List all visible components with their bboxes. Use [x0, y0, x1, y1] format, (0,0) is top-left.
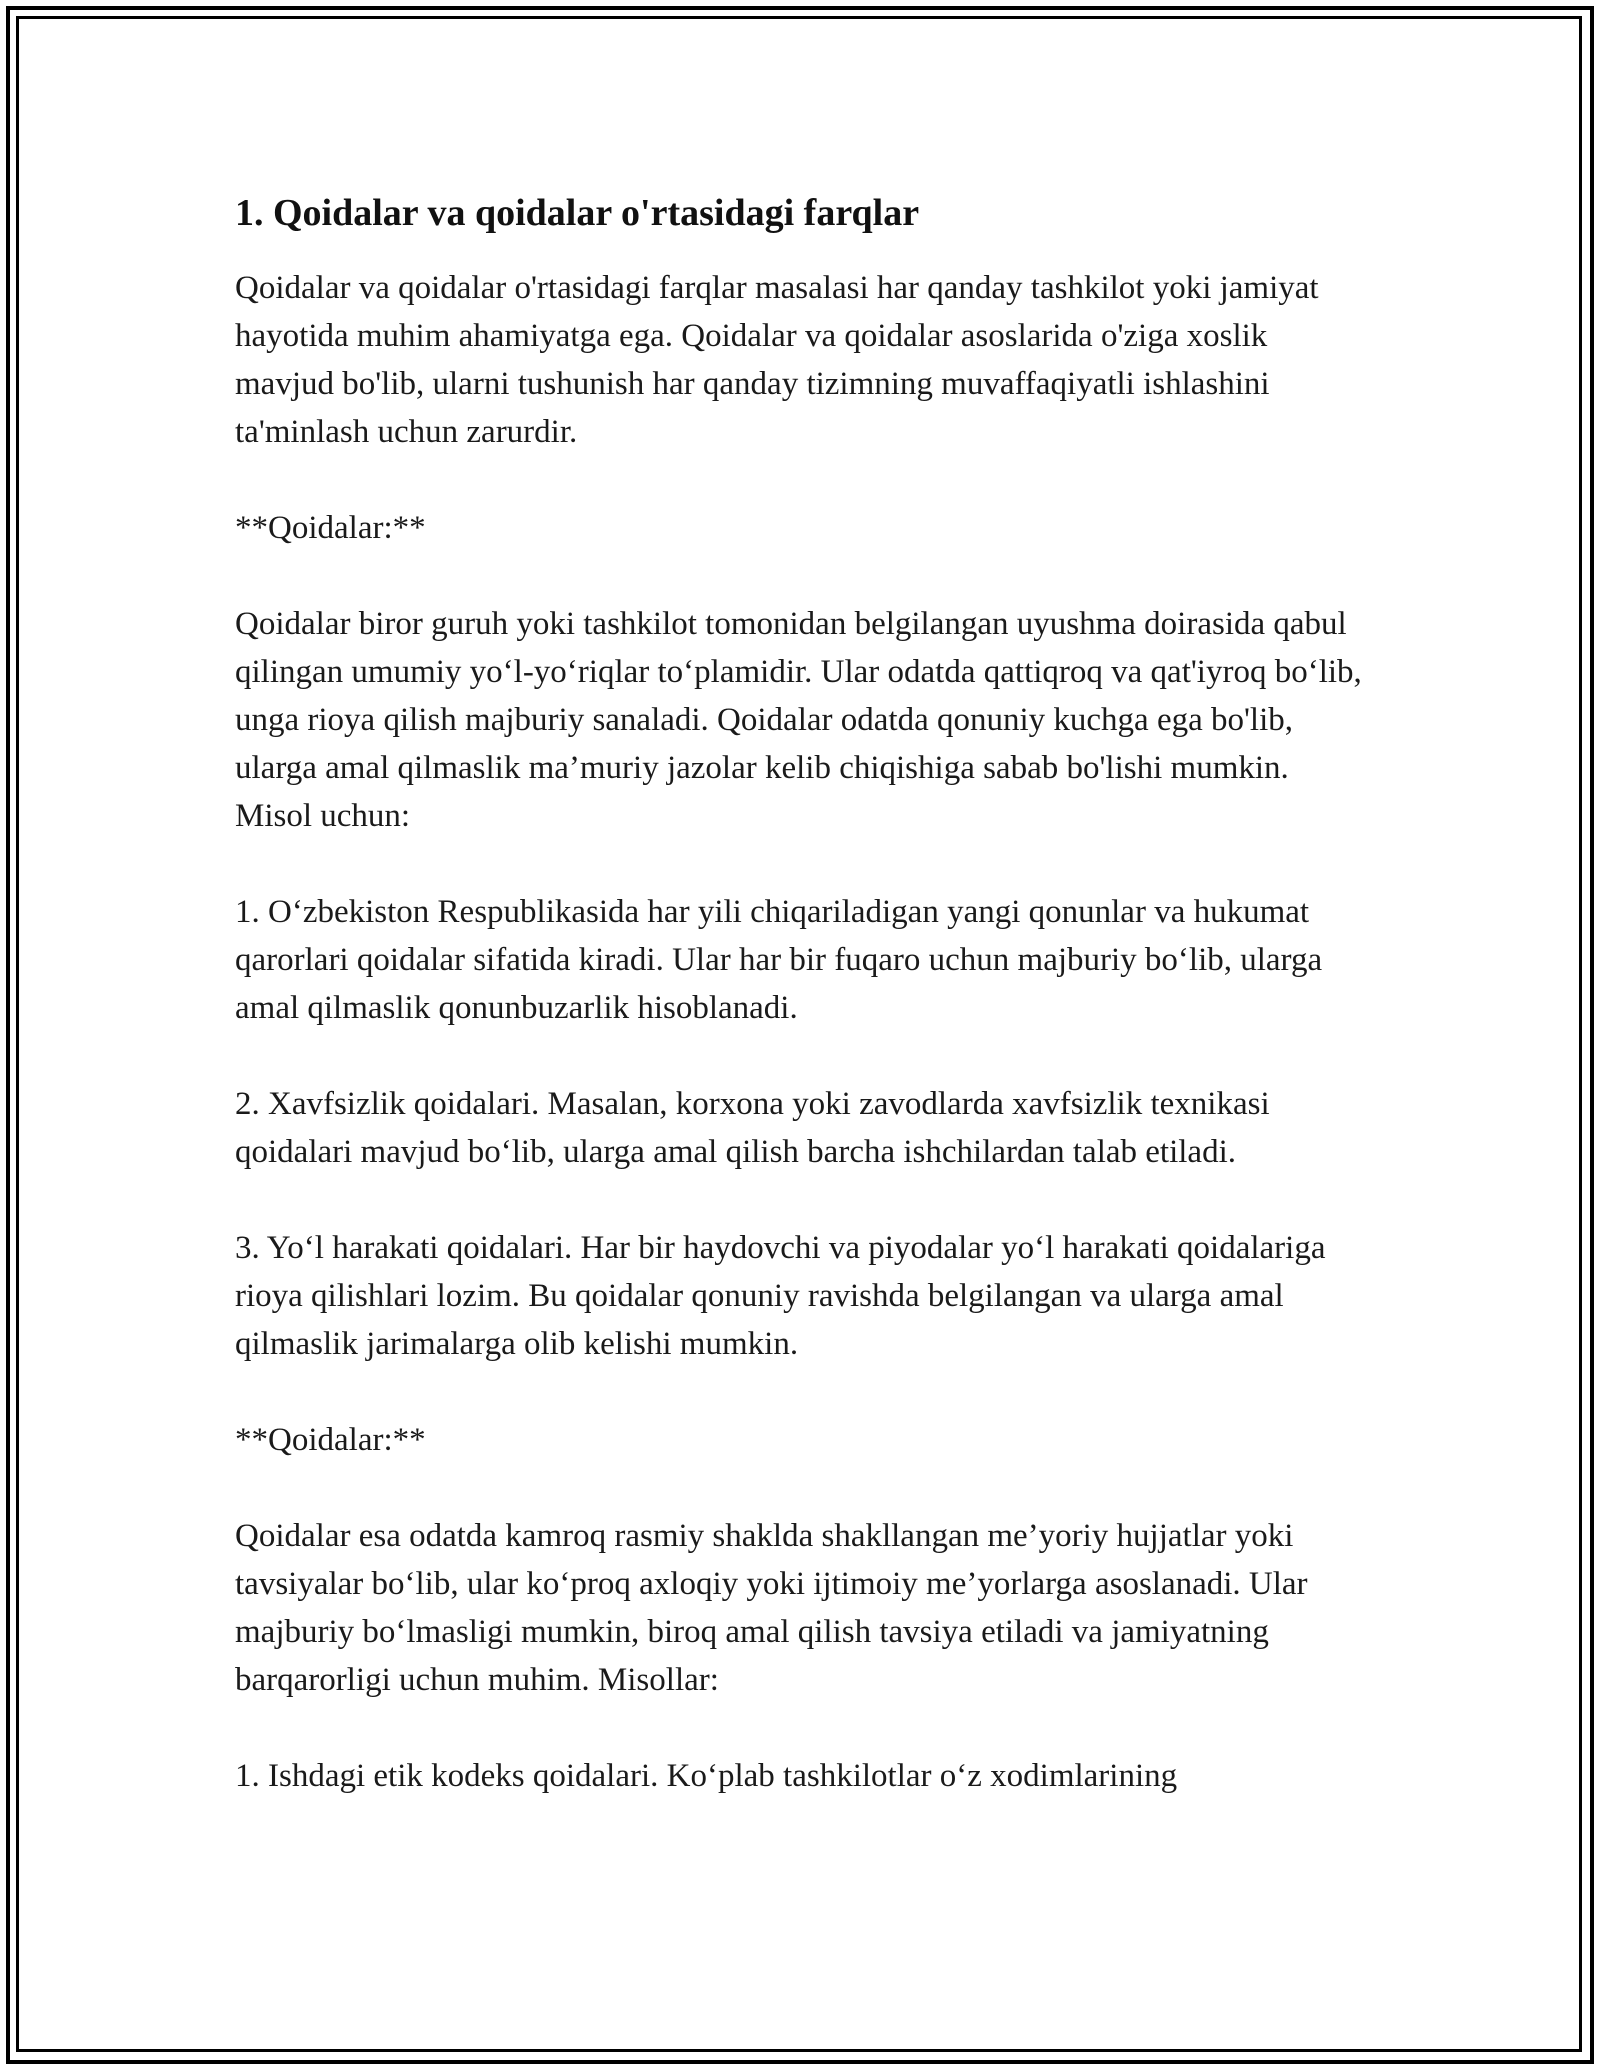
subheading-rules-1: **Qoidalar:**: [235, 510, 426, 546]
list-item-2: 2. Xavfsizlik qoidalari. Masalan, korxona yoki zavodlarda xavfsizlik texnikasi qoidalari mavjud bo‘lib, ularga amal qilish barcha ishchilardan talab etiladi.: [235, 1086, 1270, 1170]
document-body: [235, 188, 1365, 1800]
list-item-4: 1. Ishdagi etik kodeks qoidalari. Ko‘plab tashkilotlar o‘z xodimlarining: [235, 1758, 1178, 1794]
section-heading: 1. Qoidalar va qoidalar o'rtasidagi farqlar: [235, 192, 920, 234]
rules-description-paragraph: Qoidalar biror guruh yoki tashkilot tomonidan belgilangan uyushma doirasida qabul qilingan umumiy yo‘l-yo‘riqlar to‘plamidir. Ular odatda qattiqroq va qat'iyroq bo‘lib, unga rioya qilish majburiy sanaladi. Qoidalar odatda qonuniy kuchga ega bo'lib, ularga amal qilmaslik ma’muriy jazolar kelib chiqishiga sabab bo'lishi mumkin. Misol uchun:: [235, 606, 1362, 834]
subheading-rules-2: **Qoidalar:**: [235, 1422, 426, 1458]
list-item-3: 3. Yo‘l harakati qoidalari. Har bir haydovchi va piyodalar yo‘l harakati qoidalariga rioya qilishlari lozim. Bu qoidalar qonuniy ravishda belgilangan va ularga amal qilmaslik jarimalarga olib kelishi mumkin.: [235, 1230, 1326, 1362]
norms-description-paragraph: Qoidalar esa odatda kamroq rasmiy shaklda shakllangan me’yoriy hujjatlar yoki tavsiyalar bo‘lib, ular ko‘proq axloqiy yoki ijtimoiy me’yorlarga asoslanadi. Ular majburiy bo‘lmasligi mumkin, biroq amal qilish tavsiya etiladi va jamiyatning barqarorligi uchun muhim. Misollar:: [235, 1518, 1308, 1698]
intro-paragraph: Qoidalar va qoidalar o'rtasidagi farqlar masalasi har qanday tashkilot yoki jamiyat hayotida muhim ahamiyatga ega. Qoidalar va qoidalar asoslarida o'ziga xoslik mavjud bo'lib, ularni tushunish har qanday tizimning muvaffaqiyatli ishlashini ta'minlash uchun zarurdir.: [235, 270, 1319, 450]
list-item-1: 1. O‘zbekiston Respublikasida har yili chiqariladigan yangi qonunlar va hukumat qarorlari qoidalar sifatida kiradi. Ular har bir fuqaro uchun majburiy bo‘lib, ularga amal qilmaslik qonunbuzarlik hisoblanadi.: [235, 894, 1323, 1026]
